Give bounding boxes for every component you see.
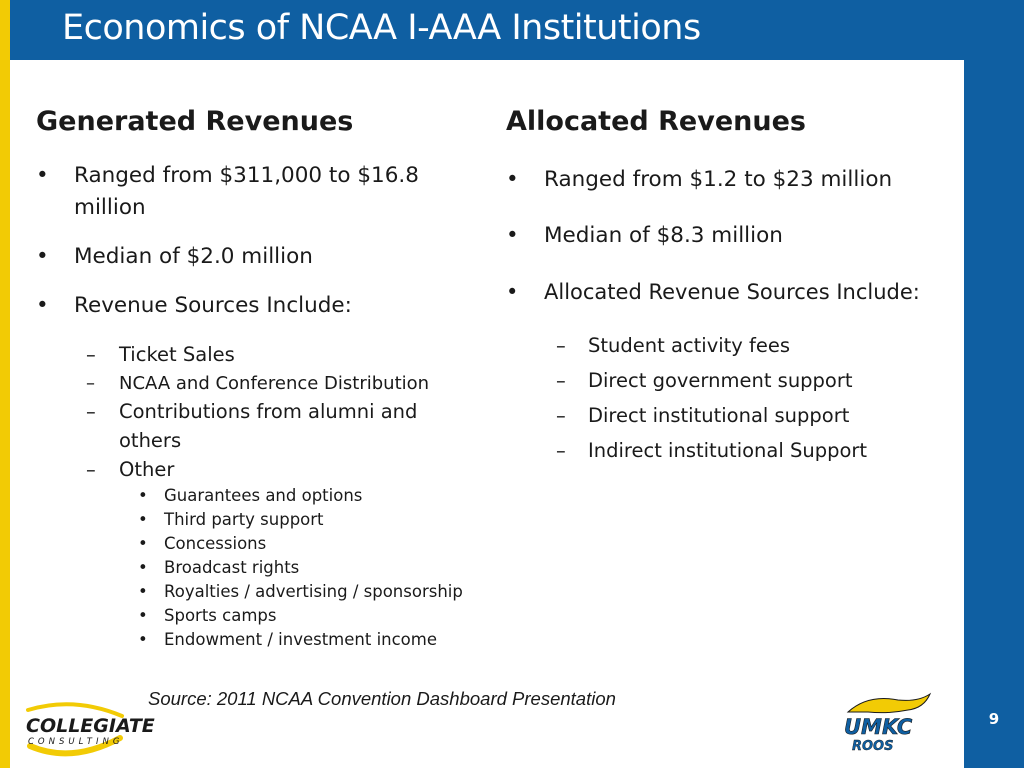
svg-text:UMKC: UMKC [844,715,913,739]
source-item: – Ticket Sales [86,343,235,366]
source-item: – Student activity fees [556,334,791,357]
source-item: – Contributions from alumni and others [86,400,418,452]
source-note: Source: 2011 NCAA Convention Dashboard Presentation [148,688,616,709]
allocated-revenues-heading: Allocated Revenues [506,106,806,137]
accent-bar [0,0,10,768]
title-bar [10,0,964,60]
bullet-item: • Median of $2.0 million [36,244,313,269]
other-item: • Royalties / advertising / sponsorship [138,582,463,601]
svg-text:COLLEGIATE: COLLEGIATE [26,715,155,737]
other-item: • Sports camps [138,606,277,625]
generated-revenues-heading: Generated Revenues [36,106,354,137]
side-band [964,0,1024,768]
svg-text:CONSULTING: CONSULTING [28,737,124,747]
source-item: – NCAA and Conference Distribution [86,373,430,394]
svg-text:ROOS: ROOS [852,739,894,754]
source-item: – Other [86,458,175,481]
page-number: 9 [988,710,1000,728]
bullet-item: • Ranged from $1.2 to $23 million [506,167,893,192]
other-item: • Guarantees and options [138,486,363,505]
bullet-item: • Allocated Revenue Sources Include: [506,280,920,304]
other-item: • Endowment / investment income [138,630,437,649]
collegiate-consulting-logo [22,702,155,758]
other-item: • Broadcast rights [138,558,300,577]
umkc-roos-logo [838,692,934,756]
other-item: • Concessions [138,534,267,553]
other-item: • Third party support [138,510,324,529]
source-item: – Indirect institutional Support [556,439,868,462]
bullet-item: • Revenue Sources Include: [36,293,352,318]
slide-title: Economics of NCAA I-AAA Institutions [62,8,701,48]
bullet-item: • Median of $8.3 million [506,223,783,248]
bullet-item: • Ranged from $311,000 to $16.8 million [36,163,419,220]
source-item: – Direct government support [556,369,853,392]
source-item: – Direct institutional support [556,404,850,427]
